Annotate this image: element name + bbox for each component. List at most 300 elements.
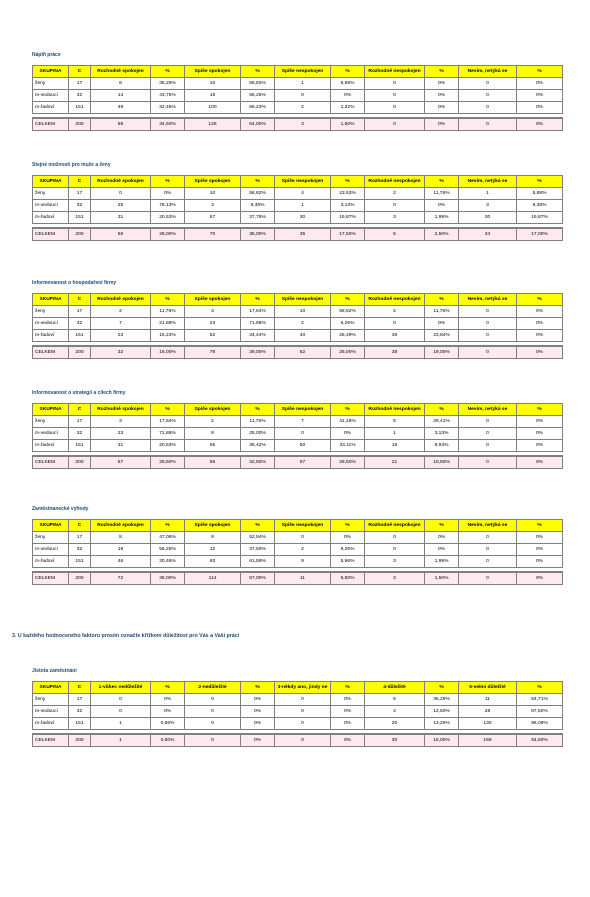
table-cell: 0 [185,734,241,747]
table-cell: ženy [33,532,69,544]
table-cell: 1 [275,78,331,90]
header-row [33,176,563,188]
table-row [33,556,563,568]
total-row [33,456,563,469]
table-cell: 23 [91,428,151,440]
table-cell: 0% [425,200,459,212]
table-cell: 0% [151,694,185,706]
table-cell: 0% [241,718,275,730]
table-cell: 33,11% [331,440,365,452]
table-cell: 4 [365,706,425,718]
table-cell: 58,82% [241,78,275,90]
table-cell: CELKEM [33,228,69,241]
table-cell: 34,50% [151,118,185,131]
table-cell: 78,13% [151,200,185,212]
table-cell: 65 [185,456,241,469]
table-cell: 20,53% [151,440,185,452]
table-cell: 32,50% [241,456,275,469]
table-cell: 8 [91,532,151,544]
table-cell: 11,76% [241,416,275,428]
table-cell: 3 [365,212,425,224]
table-cell: 9,38% [241,200,275,212]
table-cell: 37,50% [241,544,275,556]
table-cell: 17,64% [241,306,275,318]
column-header: Rozhodně spokojen [91,294,151,306]
table-cell: 31 [91,212,151,224]
table-row [33,188,563,200]
table-cell: 11 [275,572,331,585]
total-row [33,346,563,359]
results-table [32,403,563,469]
table-cell: ženy [33,306,69,318]
table-cell: 32 [69,706,91,718]
table-cell: CELKEM [33,118,69,131]
column-header: % [331,682,365,694]
table-cell: 49 [91,102,151,114]
column-header: Nevím, netýká se [459,404,517,416]
table-cell: 0% [517,102,563,114]
table-cell: 151 [69,102,91,114]
column-header: % [151,520,185,532]
table-cell: 200 [69,346,91,359]
table-cell: 35,29% [151,78,185,90]
table-cell: 17 [69,78,91,90]
table-cell: 64,00% [241,118,275,131]
table-cell: 200 [69,456,91,469]
table-row [33,694,563,706]
table-cell: 0 [459,306,517,318]
table-cell: 21 [365,456,425,469]
table-cell: 15,00% [425,734,459,747]
table-cell: 0 [275,718,331,730]
table-cell: CELKEM [33,456,69,469]
table-cell: 0% [517,428,563,440]
column-header: % [241,294,275,306]
table-cell: 19,00% [425,346,459,359]
table-row [33,330,563,342]
table-cell: 52 [185,330,241,342]
table-cell: 57 [185,212,241,224]
table-cell: 39,00% [241,346,275,359]
table-cell: 0% [331,532,365,544]
table-cell: 10,50% [425,456,459,469]
table-cell: 31 [91,440,151,452]
table-cell: 32 [69,318,91,330]
table-cell: 0 [365,90,425,102]
table-cell: 71,88% [241,318,275,330]
column-header: C [69,682,91,694]
column-header: % [425,66,459,78]
table-cell: 32 [69,200,91,212]
table-cell: m-vedoucí [33,90,69,102]
table-cell: 3 [275,118,331,131]
table-cell: 0 [459,532,517,544]
table-cell: 5,96% [331,556,365,568]
table-cell: 1 [91,718,151,730]
column-header: Spíše nespokojen [275,66,331,78]
column-header: SKUPINA [33,176,69,188]
table-cell: 2 [91,306,151,318]
column-header: 5-velmi důležité [459,682,517,694]
table-cell: 50 [275,440,331,452]
column-header: % [151,294,185,306]
table-cell: 1,99% [425,212,459,224]
table-cell: 0% [425,90,459,102]
table-cell: 58,82% [241,188,275,200]
table-cell: 0,66% [151,718,185,730]
table-cell: CELKEM [33,734,69,747]
column-header: % [241,404,275,416]
column-header: Nevím, netýká se [459,294,517,306]
table-cell: 5,50% [331,572,365,585]
table-cell: 20 [365,718,425,730]
column-header: % [517,682,563,694]
column-header: % [241,176,275,188]
table-cell: 25,00% [241,428,275,440]
table-cell: 0% [517,90,563,102]
table-cell: 130 [459,718,517,730]
table-cell: 0 [275,532,331,544]
table-cell: 35,00% [241,228,275,241]
table-cell: 0 [365,78,425,90]
column-header: SKUPINA [33,66,69,78]
column-header: C [69,294,91,306]
table-cell: 0 [275,428,331,440]
column-header: % [151,66,185,78]
table-cell: 0 [459,456,517,469]
column-header: % [517,404,563,416]
table-cell: 200 [69,572,91,585]
table-cell: 0% [517,456,563,469]
column-header: SKUPINA [33,294,69,306]
table-cell: 0 [91,706,151,718]
table-cell: 2 [275,102,331,114]
column-header: 2-nedůležité [185,682,241,694]
table-cell: 30,46% [151,556,185,568]
table-cell: 13,25% [425,718,459,730]
table-cell: 0% [241,734,275,747]
table-cell: 57,00% [241,572,275,585]
header-row [33,682,563,694]
table-cell: 6,25% [331,544,365,556]
column-header: C [69,520,91,532]
table-cell: 9 [275,556,331,568]
table-cell: 0% [241,706,275,718]
column-header: Rozhodně nespokojen [365,176,425,188]
column-header: % [517,520,563,532]
table-cell: 69 [91,118,151,131]
table-cell: 7 [91,318,151,330]
column-header: % [241,520,275,532]
table-cell: 18 [185,90,241,102]
table-cell: 1 [91,734,151,747]
column-header: Spíše spokojen [185,66,241,78]
table-cell: 1,32% [331,102,365,114]
table-cell: 43,75% [151,90,185,102]
table-cell: 71,86% [151,428,185,440]
table-cell: 5 [365,416,425,428]
table-cell: 19,87% [331,212,365,224]
table-cell: 32 [91,346,151,359]
table-cell: 26,00% [331,346,365,359]
table-cell: 25 [91,200,151,212]
column-header: C [69,66,91,78]
table-cell: 52 [275,346,331,359]
table-cell: 0 [459,90,517,102]
table-cell: 0% [425,102,459,114]
table-cell: m-řadoví [33,718,69,730]
table-cell: 0% [517,440,563,452]
section-title: Jistota zaměstnání [32,668,77,674]
table-cell: 0 [459,318,517,330]
table-cell: 5 [365,228,425,241]
column-header: Spíše nespokojen [275,176,331,188]
table-cell: 86,09% [517,718,563,730]
table-cell: 30 [365,734,425,747]
table-cell: 5,88% [517,188,563,200]
column-header: % [331,520,365,532]
column-header: Rozhodně nespokojen [365,294,425,306]
table-cell: 30 [459,212,517,224]
column-header: Spíše nespokojen [275,520,331,532]
table-cell: 0 [185,694,241,706]
header-row [33,404,563,416]
column-header: C [69,176,91,188]
table-cell: 3 [91,416,151,428]
column-header: Spíše spokojen [185,520,241,532]
table-row [33,200,563,212]
table-cell: 3,13% [425,428,459,440]
table-cell: m-vedoucí [33,318,69,330]
column-header: Rozhodně nespokojen [365,404,425,416]
table-cell: m-vedoucí [33,428,69,440]
table-cell: 32 [69,428,91,440]
table-cell: m-řadoví [33,556,69,568]
column-header: % [151,682,185,694]
table-cell: 0 [459,556,517,568]
table-cell: 0% [331,718,365,730]
table-cell: m-řadoví [33,102,69,114]
table-cell: 0% [331,694,365,706]
table-cell: 18 [91,544,151,556]
table-cell: m-vedoucí [33,200,69,212]
table-cell: 200 [69,118,91,131]
table-cell: 0% [425,318,459,330]
table-cell: 0 [91,188,151,200]
table-cell: 17,00% [517,228,563,241]
column-header: % [425,404,459,416]
table-row [33,90,563,102]
table-cell: 1,50% [331,118,365,131]
table-cell: 3,13% [331,200,365,212]
column-header: Rozhodně spokojen [91,66,151,78]
table-cell: 36 [365,330,425,342]
header-row [33,66,563,78]
table-cell: 0% [517,532,563,544]
table-cell: 87,50% [517,706,563,718]
table-cell: 28 [459,706,517,718]
results-table [32,519,563,585]
table-cell: 0 [459,544,517,556]
table-cell: 4 [275,188,331,200]
table-row [33,440,563,452]
table-cell: 100 [185,102,241,114]
table-cell: 23 [185,318,241,330]
column-header: % [331,294,365,306]
table-cell: 0% [517,346,563,359]
table-cell: 15,23% [151,330,185,342]
column-header: C [69,404,91,416]
table-cell: 9,93% [425,440,459,452]
table-cell: 0% [425,118,459,131]
table-cell: m-řadoví [33,330,69,342]
table-cell: 1 [275,200,331,212]
table-cell: 3 [365,572,425,585]
total-row [33,118,563,131]
table-cell: 0 [275,734,331,747]
table-row [33,544,563,556]
table-cell: 57 [275,456,331,469]
table-cell: 0% [151,706,185,718]
column-header: Spíše nespokojen [275,294,331,306]
table-cell: 72 [91,572,151,585]
column-header: Nevím, netýká se [459,66,517,78]
table-cell: 8 [185,428,241,440]
column-header: % [517,294,563,306]
table-cell: 84,50% [517,734,563,747]
table-cell: 37,75% [241,212,275,224]
table-cell: 28,50% [331,456,365,469]
table-cell: 0% [151,188,185,200]
table-cell: 128 [185,118,241,131]
table-cell: 1 [459,188,517,200]
table-cell: 15 [365,440,425,452]
table-cell: 9 [185,532,241,544]
table-cell: 32,45% [151,102,185,114]
table-cell: 21,88% [151,318,185,330]
column-header: Spíše spokojen [185,176,241,188]
table-cell: 200 [69,228,91,241]
table-cell: 11 [459,694,517,706]
column-header: Rozhodně nespokojen [365,66,425,78]
column-header: 1-vůbec nedůležité [91,682,151,694]
table-cell: 93 [185,556,241,568]
column-header: % [517,66,563,78]
column-header: % [331,404,365,416]
table-cell: 23,53% [331,188,365,200]
section-title: Zaměstnanecké výhody [32,506,89,512]
table-cell: 0 [365,118,425,131]
table-cell: 2 [365,306,425,318]
results-table [32,681,563,747]
table-cell: 0 [459,428,517,440]
table-cell: 11,76% [151,306,185,318]
table-cell: 2 [365,188,425,200]
column-header: % [425,682,459,694]
table-cell: 36,00% [151,572,185,585]
section-title: Stejné možnosti pro muže a ženy [32,162,111,168]
column-header: Rozhodně spokojen [91,520,151,532]
table-cell: 0 [275,694,331,706]
column-header: Rozhodně spokojen [91,176,151,188]
table-cell: 23 [91,330,151,342]
table-cell: 1,99% [425,556,459,568]
table-cell: 0% [241,694,275,706]
table-cell: 0 [459,78,517,90]
table-cell: 26,49% [331,330,365,342]
table-cell: 1,50% [425,572,459,585]
column-header: % [151,404,185,416]
table-cell: 0 [185,718,241,730]
table-cell: 5,88% [331,78,365,90]
table-cell: 38 [365,346,425,359]
column-header: Nevím, netýká se [459,520,517,532]
column-header: Nevím, netýká se [459,176,517,188]
column-header: 4-důležité [365,682,425,694]
table-cell: 2,50% [425,228,459,241]
table-cell: 35 [275,228,331,241]
column-header: SKUPINA [33,520,69,532]
column-header: Spíše spokojen [185,404,241,416]
table-cell: m-řadoví [33,440,69,452]
column-header: Spíše nespokojen [275,404,331,416]
table-cell: 9,38% [517,200,563,212]
table-cell: 0 [365,200,425,212]
table-cell: 3 [459,200,517,212]
table-cell: 200 [69,734,91,747]
table-cell: 151 [69,718,91,730]
table-row [33,428,563,440]
table-cell: 19,87% [517,212,563,224]
table-cell: m-vedoucí [33,706,69,718]
table-cell: 0% [517,78,563,90]
question-3-heading: 3. U každého hodnoceného faktoru prosím označte křížkem důležitost pro Vás a Vaši práci [12,633,240,639]
table-cell: 0% [517,416,563,428]
table-cell: 0,50% [151,734,185,747]
column-header: SKUPINA [33,404,69,416]
column-header: % [425,520,459,532]
table-cell: 2 [185,416,241,428]
header-row [33,520,563,532]
table-cell: ženy [33,188,69,200]
table-cell: 70 [185,228,241,241]
table-cell: 0 [365,532,425,544]
table-cell: 34,44% [241,330,275,342]
table-cell: 151 [69,556,91,568]
column-header: % [425,176,459,188]
column-header: % [241,66,275,78]
table-cell: 3 [365,556,425,568]
table-cell: 7 [275,416,331,428]
table-cell: 0 [459,102,517,114]
table-cell: 29,41% [425,416,459,428]
table-cell: 47,06% [151,532,185,544]
table-row [33,532,563,544]
table-row [33,416,563,428]
results-table [32,293,563,359]
column-header: Rozhodně spokojen [91,404,151,416]
table-cell: 0 [459,118,517,131]
table-cell: 32 [69,544,91,556]
column-header: % [425,294,459,306]
column-header: Spíše spokojen [185,294,241,306]
table-cell: 17 [69,532,91,544]
table-cell: 56,25% [241,90,275,102]
table-cell: CELKEM [33,346,69,359]
table-cell: 0% [425,544,459,556]
table-cell: 28,00% [151,228,185,241]
table-cell: 10 [275,306,331,318]
